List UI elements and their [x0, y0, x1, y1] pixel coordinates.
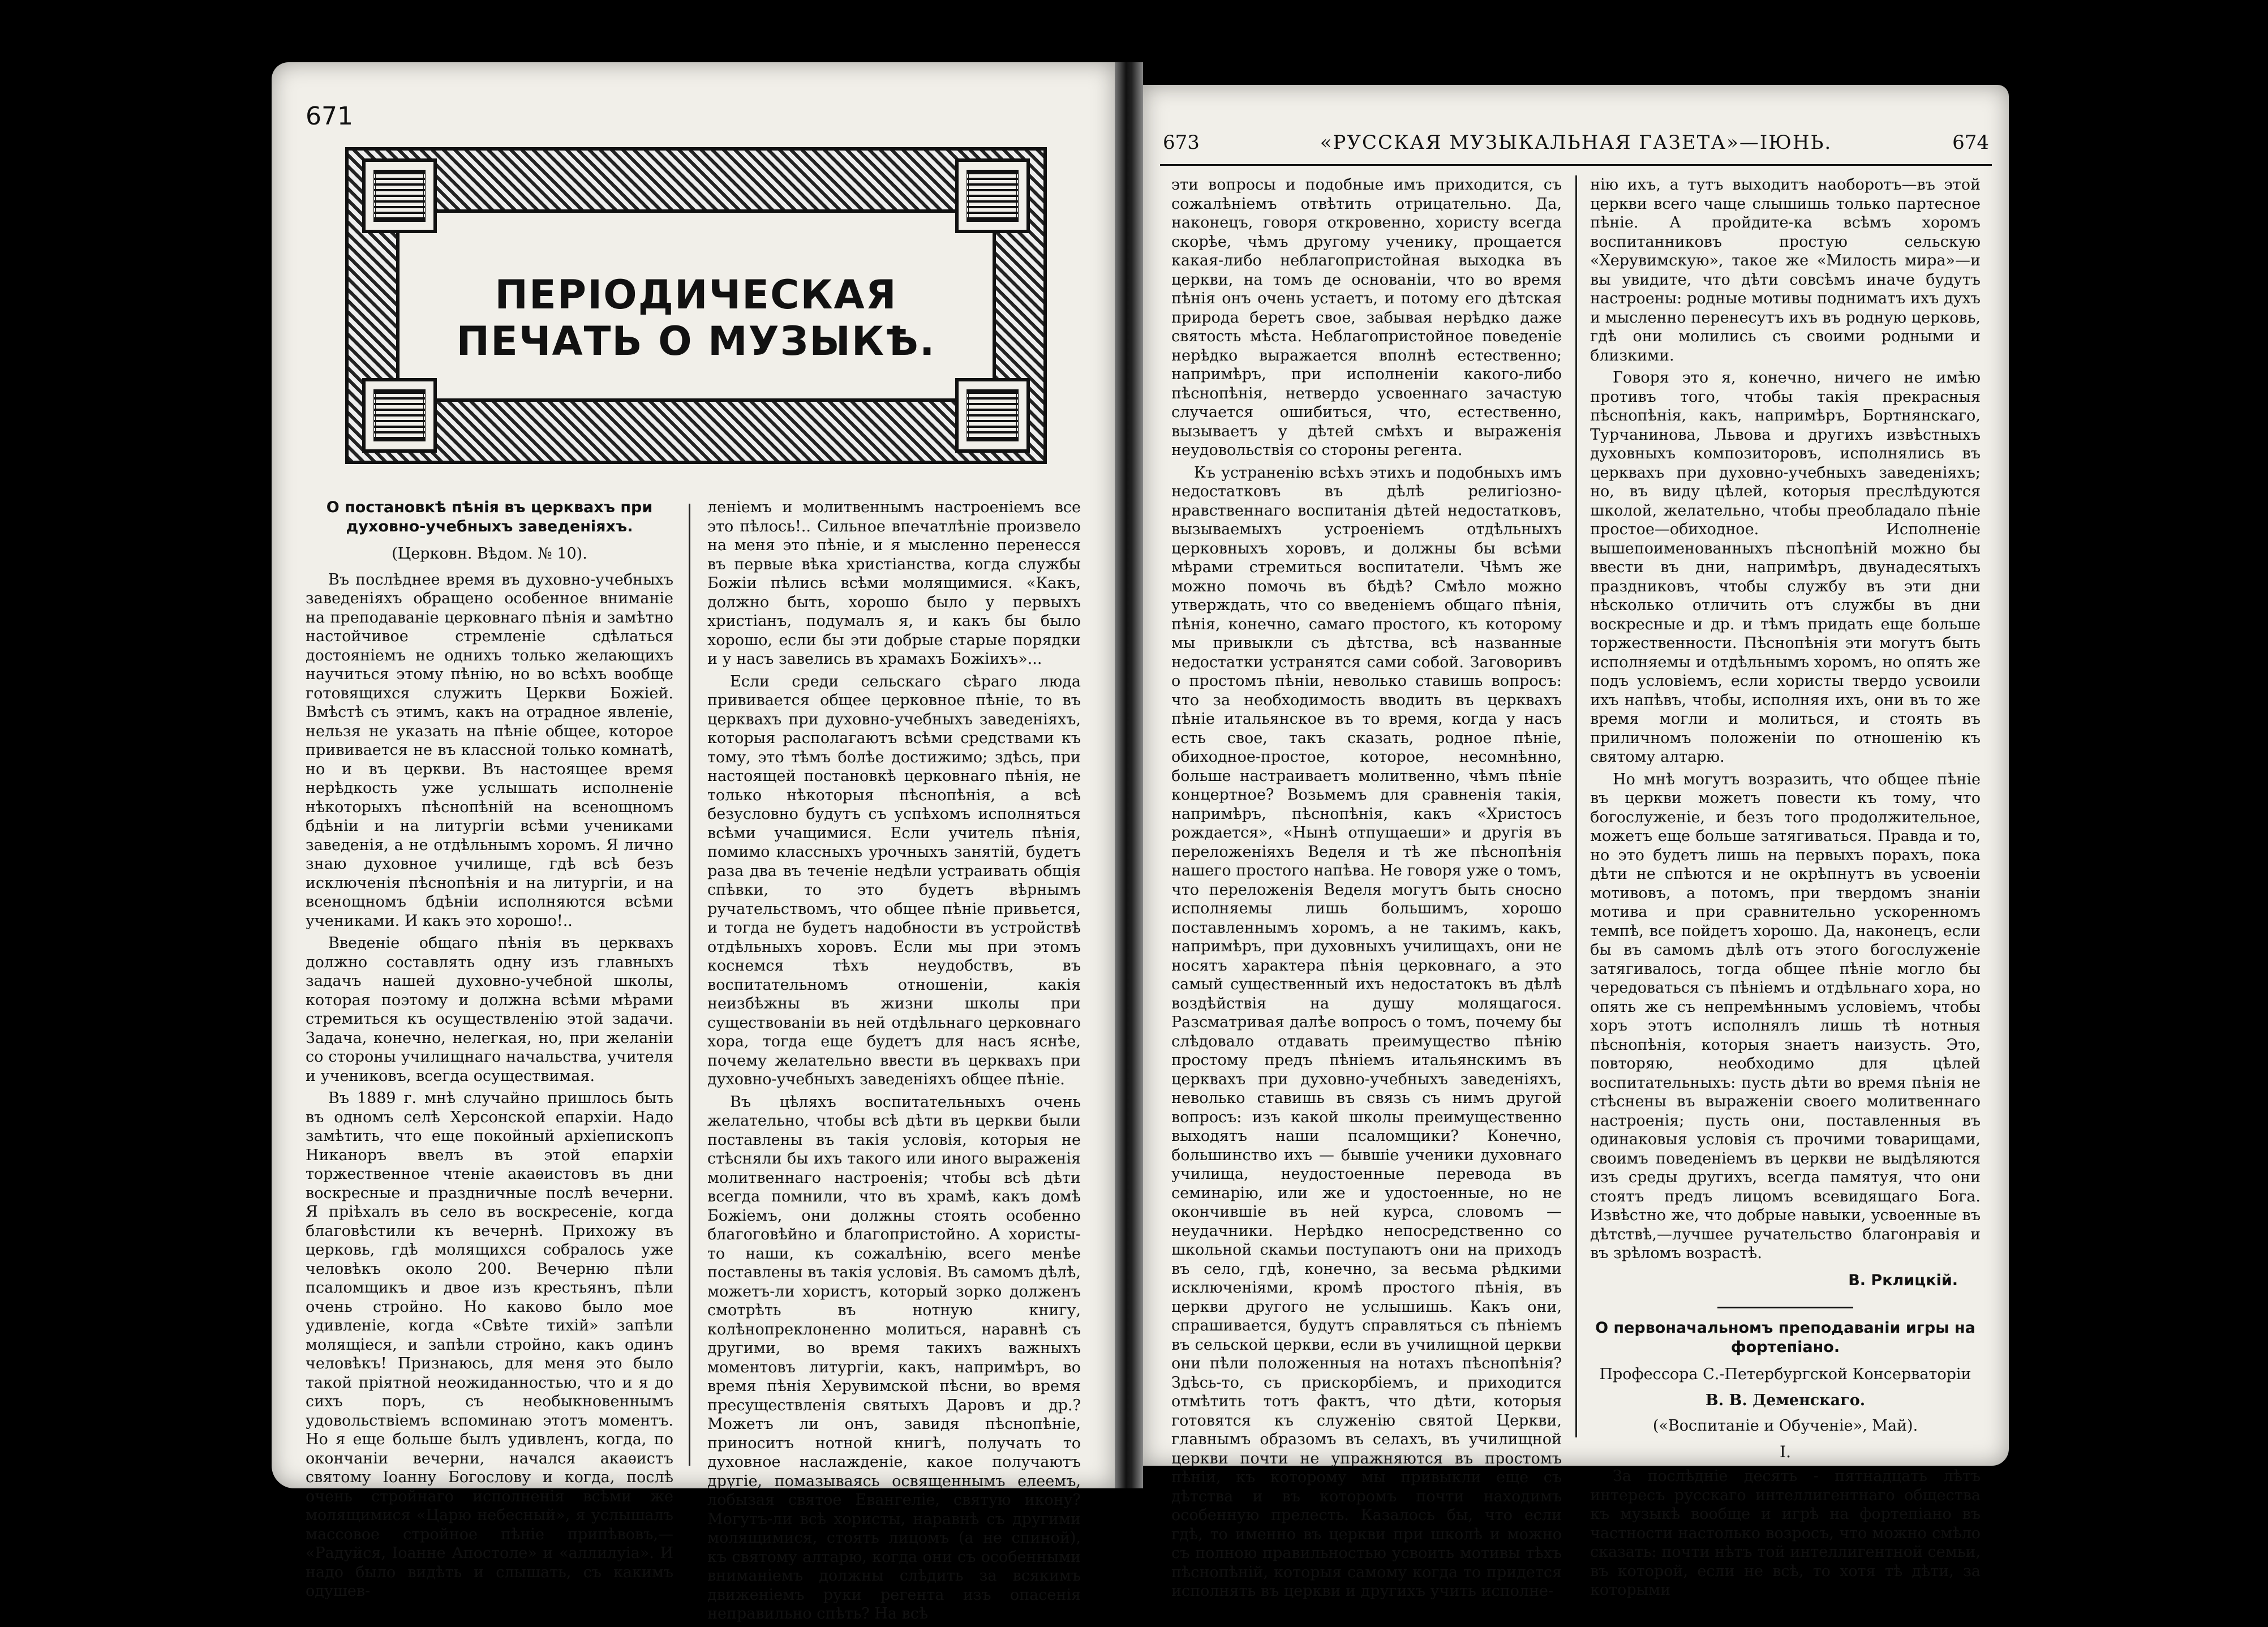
section-divider: [1717, 1307, 1853, 1308]
left-column-2: [707, 498, 1081, 1627]
author-name: В. В. Деменскаго.: [1705, 1391, 1866, 1409]
right-column-2: [1590, 175, 1981, 1603]
running-header: [1143, 131, 2009, 165]
paragraph: Введеніе общаго пѣнія въ церквахъ должно составлять одну изъ главныхъ задачъ нашей духовно-учебной школы, которая поэтому и должна всѣми мѣрами стремиться къ осуществленію этой задачи. Задача, конечно, нелегкая, но, при желаніи со стороны училищнаго начальства, учителя и учениковъ, всегда осуществимая.: [306, 934, 673, 1085]
author-signature: В. Рклицкій.: [1848, 1271, 1958, 1289]
article-heading: О постановкѣ пѣнія въ церквахъ при духовно-учебныхъ заведеніяхъ.: [326, 499, 653, 535]
paragraph: Говоря это я, конечно, ничего не имѣю противъ того, чтобы такія прекрасныя пѣснопѣнія, какъ, напримѣръ, Бортнянскаго, Турчанинова, Львова и другихъ извѣстныхъ духовныхъ композиторовъ, исполнялись въ церквахъ при духовно-учебныхъ заведеніяхъ; но, въ виду цѣлей, которыя преслѣдуются школой, желательно, чтобы преобладало пѣніе простое—обиходное. Исполненіе вышепоименованныхъ пѣснопѣній можно бы ввести въ дни, напримѣръ, двунадесятыхъ праздниковъ, чтобы службу въ эти дни нѣсколько отличить отъ службы въ дни воскресные и др. и тѣмъ придать еще больше торжественности. Пѣснопѣнія эти могутъ быть исполняемы и отдѣльнымъ хоромъ, но опять же подъ условіемъ, если хористы твердо усвоили ихъ напѣвъ, чтобы, исполняя ихъ, они въ то же время могли и молиться, и стоять въ приличномъ положеніи по отношенію къ святому алтарю.: [1590, 369, 1981, 766]
left-page: [272, 62, 1115, 1622]
chapter-number: I.: [1780, 1442, 1791, 1461]
column-rule: [689, 504, 690, 1466]
running-title: «РУССКАЯ МУЗЫКАЛЬНАЯ ГАЗЕТА»—ІЮНЬ.: [1320, 131, 1832, 154]
page-number-right: 674: [1952, 131, 1989, 154]
paragraph: Если среди сельскаго сѣраго люда прививается общее церковное пѣніе, то въ церквахъ при духовно-учебныхъ заведеніяхъ, которыя располагаютъ всѣми средствами къ тому, это тѣмъ болѣе достижимо; здѣсь, при настоящей постановкѣ церковнаго пѣнія, не только нѣкоторыя пѣснопѣнія, а всѣ безусловно будутъ съ успѣхомъ исполняться всѣми учащимися. Если учитель пѣнія, помимо классныхъ урочныхъ занятій, будетъ раза два въ теченіе недѣли устраивать общія спѣвки, то это будетъ вѣрнымъ ручательствомъ, что общее пѣніе привьется, и тогда не будетъ надобности въ устройствѣ отдѣльныхъ хоровъ. Если мы при этомъ коснемся тѣхъ неудобствъ, въ воспитательномъ отношеніи, какія неизбѣжны въ жизни школы при существованіи въ ней отдѣльнаго церковнаго хора, тогда еще будетъ для насъ яснѣе, почему желательно ввести въ церквахъ при духовно-учебныхъ заведеніяхъ общее пѣніе.: [707, 672, 1081, 1088]
section-title: ПЕРІОДИЧЕСКАЯ ПЕЧАТЬ О МУЗЫКѢ.: [456, 272, 936, 364]
ornament-corner-br: [955, 378, 1030, 453]
paragraph: Въ 1889 г. мнѣ случайно пришлось быть въ одномъ селѣ Херсонской епархіи. Надо замѣтить, что еще покойный архіепископъ Никаноръ ввелъ въ этой епархіи торжественное чтеніе акаѳистовъ въ дни воскресные и праздничные послѣ вечерни. Я пріѣхалъ въ село въ воскресеніе, когда благовѣстили къ вечернѣ. Прихожу въ церковь, гдѣ молящихся собралось уже человѣкъ около 200. Вечерню пѣли псаломщикъ и двое изъ крестьянъ, пѣли очень стройно. Но каково было мое удивленіе, когда «Свѣте тихій» запѣли молящіеся, и запѣли стройно, какъ одинъ человѣкъ! Признаюсь, для меня это было такой пріятной неожиданностью, что и я до сихъ поръ, съ необыкновеннымъ удовольствіемъ вспоминаю этотъ моментъ. Но я еще больше былъ удивленъ, когда, по окончаніи вечерни, начался акаѳистъ святому Іоанну Богослову и когда, послѣ очень стройнаго исполненія всѣми же молящимися «Царю небесный», я услышалъ массовое стройное пѣніе припѣвовъ,— «Радуйся, Іоанне Апостоле» и «аллилуіа». И надо было видѣть и слышать, съ какимъ одушев-: [306, 1089, 673, 1600]
handwritten-page-number: 671: [306, 102, 353, 131]
right-column-1: [1171, 175, 1562, 1604]
column-rule: [1575, 175, 1577, 1437]
ornament-corner-tl: [362, 158, 437, 233]
header-rule: [1160, 164, 1992, 166]
author-affiliation: Профессора С.-Петербургской Консерваторіи: [1599, 1366, 1971, 1383]
paragraph: нію ихъ, а тутъ выходитъ наоборотъ—въ этой церкви всего чаще слышишь только партесное пѣніе. А пройдите-ка всѣмъ хоромъ воспитанниковъ простую сельскую «Херувимскую», такое же «Милость мира»—и вы увидите, что дѣти совсѣмъ иначе будутъ настроены: родные мотивы подниматъ ихъ духъ и мысленно перенесутъ ихъ въ родную церковь, гдѣ они молились съ своими родными и близкими.: [1590, 176, 1981, 364]
page-number-left: 673: [1163, 131, 1200, 154]
ornament-corner-tr: [955, 158, 1030, 233]
paragraph: леніемъ и молитвеннымъ настроеніемъ все это пѣлось!.. Сильное впечатлѣніе произвело на меня это пѣніе, и я мысленно перенесся въ первые вѣка христіанства, когда службы Божіи пѣлись всѣми молящимися. «Какъ, должно быть, хорошо было у первыхъ христіанъ, подумалъ я, и какъ бы было хорошо, если бы эти добрые старые порядки и у насъ завелись въ храмахъ Божіихъ»...: [707, 499, 1081, 668]
paragraph: Но мнѣ могутъ возразить, что общее пѣніе въ церкви можетъ повести къ тому, что богослуженіе, и безъ того продолжительное, можетъ еще больше затягиваться. Правда и то, но это будетъ лишь на первыхъ порахъ, пока дѣти не спѣются и не окрѣпнутъ въ усвоеніи мотивовъ, а потомъ, при твердомъ знаніи мотива и при сравнительно ускоренномъ темпѣ, все пойдетъ хорошо. Да, наконецъ, если бы въ самомъ дѣлѣ отъ этого богослуженіе затягивалось, тогда общее пѣніе могло бы чередоваться съ пѣніемъ и отдѣльнаго хора, но опять же съ непремѣннымъ условіемъ, чтобы хоръ этотъ исполнялъ лишь тѣ нотныя пѣснопѣнія, которыя знаетъ наизусть. Это, повторяю, необходимо для цѣлей воспитательныхъ: пусть дѣти во время пѣнія не стѣснены въ выраженіи своего молитвеннаго настроенія; пусть они, поставленныя въ одинаковыя условія съ прочими товарищами, своимъ поведеніемъ въ церкви не выдѣляются изъ среды другихъ, всегда памятуя, что они стоятъ предъ лицомъ всевидящаго Бога. Извѣстно же, что добрые навыки, усвоенные въ дѣтствѣ,—лучшее ручательство благонравія и въ зрѣломъ возрастѣ.: [1590, 770, 1981, 1262]
paragraph: Къ устраненію всѣхъ этихъ и подобныхъ имъ недостатковъ въ дѣлѣ религіозно-нравственнаго воспитанія дѣтей недостатковъ, вызываемыхъ устроеніемъ отдѣльныхъ церковныхъ хоровъ, и должны бы всѣми мѣрами стремиться воспитатели. Чѣмъ же можно помочь въ бѣдѣ? Смѣло можно утверждать, что со введеніемъ общаго пѣнія, пѣнія, конечно, самаго простого, къ которому мы привыкли съ дѣтства, всѣ названные недостатки устранятся сами собой. Заговоривъ о простомъ пѣніи, неволько ставишь вопросъ: что за необходимость вводить въ церквахъ пѣніе итальянское въ то время, когда у насъ есть свое, такъ сказать, родное пѣніе, обиходное-простое, которое, несомнѣнно, больше настраиваетъ молитвенно, чѣмъ пѣніе концертное? Возьмемъ для сравненія такія, напримѣръ, пѣснопѣнія, какъ «Христосъ рождается», «Нынѣ отпущаеши» и другія въ переложеніяхъ Веделя и тѣ же пѣснопѣнія нашего простого напѣва. Не говоря уже о томъ, что переложенія Веделя могутъ быть сносно исполняемы лишь большимъ, хорошо поставленнымъ хоромъ, а не такимъ, какъ, напримѣръ, при духовныхъ училищахъ, они не носятъ характера пѣнія церковнаго, а это самый существенный ихъ недостатокъ въ дѣлѣ воздѣйствія на душу молящагося. Разсматривая далѣе вопросъ о томъ, почему бы слѣдовало отдавать преимущество пѣнію простому предъ пѣніемъ итальянскимъ въ церквахъ при духовно-учебныхъ заведеніяхъ, неволько ставишь въ связь съ нимъ другой вопросъ: изъ какой школы преимущественно выходятъ наши псаломщики? Конечно, большинство ихъ — бывшіе ученики духовнаго училища, неудостоенные перевода въ семинарію, или же и удостоенные, но не окончившіе въ ней курса, словомъ — неудачники. Нерѣдко непосредственно со школьной скамьи поступаютъ они на приходъ въ село, гдѣ, конечно, за весьма рѣдкими исключеніями, кромѣ простого пѣнія, въ церкви другого не услышишь. Какъ они, спрашивается, будутъ справляться съ пѣніемъ въ сельской церкви, если въ училищной церкви они пѣли положенныя на нотахъ пѣснопѣнія? Здѣсь-то, съ прискорбіемъ, и приходится отмѣтить тотъ фактъ, что дѣти, которыя готовятся къ служенію святой Церкви, главнымъ образомъ въ селахъ, въ училищной церкви почти не упражняются въ простомъ пѣніи, къ которому мы привыкли еще съ дѣтства и въ которомъ почти находимъ особенную прелесть. Казалось бы, что если гдѣ, то именно въ церкви при школѣ и можно съ полною правильностью усвоить мотивы тѣхъ пѣснопѣній, которыя самому когда то придется исполнять въ церкви и другихъ учить исполне-: [1171, 463, 1562, 1600]
right-page: [1143, 85, 2009, 1600]
paragraph: За послѣдніе десять - пятнадцать лѣтъ интересъ русскаго интеллигентнаго общества къ музыкѣ вообще и игрѣ на фортепіано въ частности настолько возросъ, что можно смѣло сказать: почти нѣтъ той интеллигентной семьи, въ которой, если не всѣ, то хотя тѣ дѣти, за которыми: [1590, 1467, 1981, 1599]
left-column-1: [306, 498, 673, 1604]
paragraph: Въ цѣляхъ воспитательныхъ очень желательно, чтобы всѣ дѣти въ церкви были поставлены въ такія условія, которыя не стѣсняли бы ихъ такого или иного выраженія молитвеннаго настроенія; чтобы всѣ дѣти всегда помнили, что въ храмѣ, какъ домѣ Божіемъ, они должны стоять особенно благоговѣйно и благопристойно. А хористы-то наши, къ сожалѣнію, всего менѣе поставлены въ такія условія. Въ самомъ дѣлѣ, можетъ-ли хористъ, который зорко долженъ смотрѣть въ нотную книгу, колѣнопреклоненно молиться, наравнѣ съ другими, во время такихъ важныхъ моментовъ литургіи, какъ, напримѣръ, во время пѣнія Херувимской пѣсни, во время пресуществленія святыхъ Даровъ и др.? Можетъ ли онъ, завидя пѣснопѣніе, приноситъ нотной книгѣ, получать то духовное наслажденіе, какое получаютъ другіе, помазываясь освященнымъ елеемъ, лобызая святое Евангеліе, святую икону? Могутъ-ли всѣ хористы, наравнѣ съ другими молящимися, стоять лицомъ (а не спиной), къ святому алтарю, когда они съ особенными вниманіемъ должны слѣдить за всякимъ движеніемъ руки регента изъ опасенія неправильно спѣть? На всѣ: [707, 1093, 1081, 1622]
paragraph: Въ послѣднее время въ духовно-учебныхъ заведеніяхъ обращено особенное вниманіе на преподаваніе церковнаго пѣнія и замѣтно настойчивое стремленіе сдѣлаться достояніемъ не однихъ только желающихъ научиться этому пѣнію, но во всѣхъ вообще готовящихся служить Церкви Божіей. Вмѣстѣ съ этимъ, какъ на отрадное явленіе, нельзя не указать на пѣніе общее, которое прививается не въ классной только комнатѣ, но и въ церкви. Въ настоящее время нерѣдкость уже услышать исполненіе нѣкоторыхъ пѣснопѣній на всенощномъ бдѣніи и на литургіи всѣми учениками заведенія, а не отдѣльнымъ хоромъ. Я лично знаю духовное училище, гдѣ всѣ безъ исключенія пѣснопѣнія и на литургіи, и на всенощномъ бдѣніи исполняются всѣми учениками. И какъ это хорошо!..: [306, 570, 673, 930]
article-source: («Воспитаніе и Обученіе», Май).: [1652, 1417, 1918, 1435]
paragraph: эти вопросы и подобные имъ приходится, съ сожалѣніемъ отвѣтить отрицательно. Да, наконецъ, говоря откровенно, хористу всегда скорѣе, чѣмъ другому ученику, прощается какая-либо неблагопристойная выходка въ церкви, на томъ де основаніи, что во время пѣнія онъ очень устаетъ, и потому его дѣтская природа беретъ свое, забывая нерѣдко даже святость мѣста. Неблагопристойное поведеніе нерѣдко выражается вполнѣ естественно; напримѣръ, при исполненіи какого-либо пѣснопѣнія, нетвердо усвоеннаго зачастую случается ошибиться, что, естественно, вызываетъ у дѣтей смѣхъ и выраженія неудовольствія со стороны регента.: [1171, 176, 1562, 459]
book-gutter: [1115, 62, 1143, 1488]
article-source: (Церковн. Вѣдом. № 10).: [392, 545, 587, 563]
ornament-corner-bl: [362, 378, 437, 453]
article-heading: О первоначальномъ преподаваніи игры на фортепіано.: [1595, 1319, 1975, 1356]
title-ornament-frame: [345, 147, 1047, 464]
